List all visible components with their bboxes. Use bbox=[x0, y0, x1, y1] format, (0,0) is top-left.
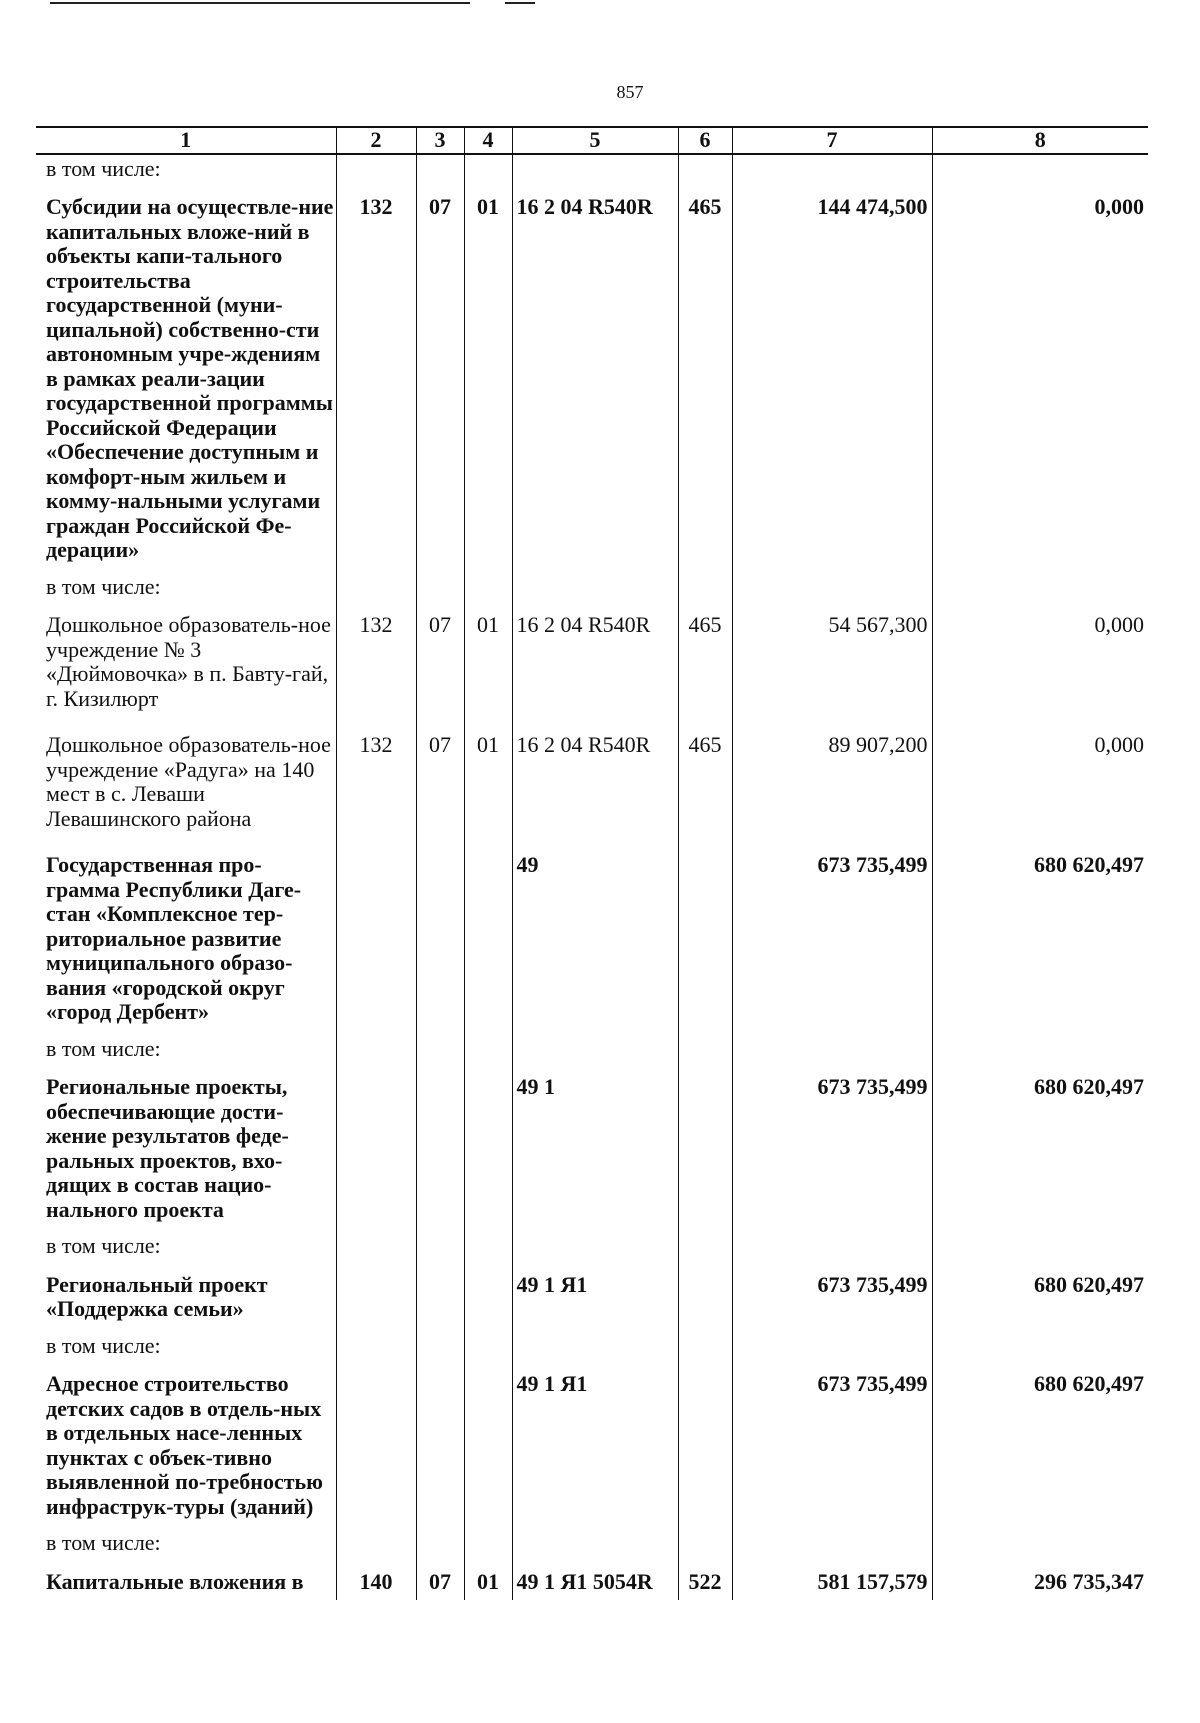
cell-amount-year-1: 673 735,499 bbox=[732, 1063, 932, 1232]
cell-target-article: 49 1 Я1 bbox=[512, 1261, 678, 1332]
table-header bbox=[36, 127, 1148, 154]
top-rule bbox=[50, 2, 470, 4]
subheading-row bbox=[36, 1332, 1148, 1361]
cell-amount-year-1 bbox=[732, 1035, 932, 1064]
row-name: Государственная про-грамма Республики Даге-стан «Комплексное тер-риториальное развитие муниципального образо-вания «городской округ «город Дербент» bbox=[36, 841, 336, 1035]
cell-amount-year-1: 673 735,499 bbox=[732, 1360, 932, 1529]
cell-expense-type: 465 bbox=[678, 721, 732, 841]
subheading-label: в том числе: bbox=[36, 154, 336, 184]
subheading-label: в том числе: bbox=[36, 573, 336, 602]
cell-amount-year-2 bbox=[932, 1035, 1148, 1064]
cell-target-article: 16 2 04 R540R bbox=[512, 183, 678, 573]
cell-subsection bbox=[464, 841, 512, 1035]
cell-subsection bbox=[464, 1261, 512, 1332]
cell-amount-year-2 bbox=[932, 154, 1148, 184]
cell-section bbox=[416, 573, 464, 602]
cell-subsection bbox=[464, 1332, 512, 1361]
subheading-row bbox=[36, 1529, 1148, 1558]
table-body bbox=[36, 154, 1148, 1601]
cell-amount-year-1 bbox=[732, 154, 932, 184]
cell-target-article: 49 bbox=[512, 841, 678, 1035]
header-col-8: 8 bbox=[932, 127, 1148, 154]
cell-section bbox=[416, 1332, 464, 1361]
cell-amount-year-2 bbox=[932, 1232, 1148, 1261]
cell-section bbox=[416, 1035, 464, 1064]
cell-target-article bbox=[512, 154, 678, 184]
row-name: Дошкольное образователь-ное учреждение «Радуга» на 140 мест в с. Леваши Левашинского района bbox=[36, 721, 336, 841]
cell-code-admin bbox=[336, 1360, 416, 1529]
subheading-row bbox=[36, 1035, 1148, 1064]
table-row bbox=[36, 601, 1148, 721]
subheading-row bbox=[36, 154, 1148, 184]
table-row bbox=[36, 841, 1148, 1035]
row-name: Региональные проекты, обеспечивающие дости-жение результатов феде-ральных проектов, вхо-дящих в состав нацио-нального проекта bbox=[36, 1063, 336, 1232]
top-rule-fragment bbox=[505, 2, 535, 4]
cell-section: 07 bbox=[416, 1558, 464, 1601]
cell-expense-type bbox=[678, 1035, 732, 1064]
cell-amount-year-2: 680 620,497 bbox=[932, 1063, 1148, 1232]
cell-section bbox=[416, 1529, 464, 1558]
cell-amount-year-1: 673 735,499 bbox=[732, 1261, 932, 1332]
budget-table bbox=[36, 126, 1148, 1600]
cell-amount-year-2 bbox=[932, 1529, 1148, 1558]
header-col-1: 1 bbox=[36, 127, 336, 154]
subheading-row bbox=[36, 1232, 1148, 1261]
cell-amount-year-1: 673 735,499 bbox=[732, 841, 932, 1035]
cell-expense-type: 465 bbox=[678, 183, 732, 573]
cell-amount-year-2: 0,000 bbox=[932, 721, 1148, 841]
cell-subsection: 01 bbox=[464, 601, 512, 721]
cell-amount-year-1 bbox=[732, 1529, 932, 1558]
cell-section: 07 bbox=[416, 183, 464, 573]
cell-subsection bbox=[464, 1035, 512, 1064]
subheading-label: в том числе: bbox=[36, 1332, 336, 1361]
table-row bbox=[36, 721, 1148, 841]
cell-amount-year-2: 680 620,497 bbox=[932, 1360, 1148, 1529]
header-col-4: 4 bbox=[464, 127, 512, 154]
cell-target-article bbox=[512, 1529, 678, 1558]
cell-section: 07 bbox=[416, 721, 464, 841]
cell-code-admin bbox=[336, 1261, 416, 1332]
cell-expense-type bbox=[678, 1063, 732, 1232]
cell-code-admin bbox=[336, 154, 416, 184]
cell-expense-type bbox=[678, 1261, 732, 1332]
cell-subsection: 01 bbox=[464, 721, 512, 841]
cell-subsection: 01 bbox=[464, 183, 512, 573]
cell-code-admin bbox=[336, 1063, 416, 1232]
row-name: Капитальные вложения в bbox=[36, 1558, 336, 1601]
cell-target-article: 49 1 Я1 bbox=[512, 1360, 678, 1529]
cell-section bbox=[416, 1063, 464, 1232]
cell-amount-year-1: 89 907,200 bbox=[732, 721, 932, 841]
cell-target-article: 49 1 bbox=[512, 1063, 678, 1232]
cell-section bbox=[416, 841, 464, 1035]
cell-subsection bbox=[464, 1063, 512, 1232]
cell-amount-year-1: 144 474,500 bbox=[732, 183, 932, 573]
cell-expense-type bbox=[678, 1360, 732, 1529]
cell-code-admin bbox=[336, 1035, 416, 1064]
cell-code-admin bbox=[336, 1529, 416, 1558]
header-col-6: 6 bbox=[678, 127, 732, 154]
cell-target-article bbox=[512, 1332, 678, 1361]
subheading-label: в том числе: bbox=[36, 1035, 336, 1064]
cell-section bbox=[416, 1232, 464, 1261]
cell-amount-year-1 bbox=[732, 1232, 932, 1261]
cell-section: 07 bbox=[416, 601, 464, 721]
cell-expense-type bbox=[678, 1529, 732, 1558]
cell-subsection bbox=[464, 1529, 512, 1558]
table-row bbox=[36, 1261, 1148, 1332]
cell-code-admin: 140 bbox=[336, 1558, 416, 1601]
row-name: Дошкольное образователь-ное учреждение № 3 «Дюймовочка» в п. Бавту-гай, г. Кизилюрт bbox=[36, 601, 336, 721]
cell-target-article bbox=[512, 1232, 678, 1261]
cell-target-article bbox=[512, 573, 678, 602]
cell-amount-year-2: 0,000 bbox=[932, 183, 1148, 573]
cell-amount-year-2 bbox=[932, 1332, 1148, 1361]
cell-expense-type bbox=[678, 1232, 732, 1261]
cell-amount-year-2: 0,000 bbox=[932, 601, 1148, 721]
cell-section bbox=[416, 1360, 464, 1529]
header-col-2: 2 bbox=[336, 127, 416, 154]
header-row bbox=[36, 127, 1148, 154]
cell-expense-type bbox=[678, 1332, 732, 1361]
cell-subsection: 01 bbox=[464, 1558, 512, 1601]
cell-code-admin: 132 bbox=[336, 183, 416, 573]
cell-expense-type bbox=[678, 154, 732, 184]
table-row bbox=[36, 1063, 1148, 1232]
cell-code-admin bbox=[336, 573, 416, 602]
header-col-3: 3 bbox=[416, 127, 464, 154]
cell-code-admin bbox=[336, 1232, 416, 1261]
cell-amount-year-2: 296 735,347 bbox=[932, 1558, 1148, 1601]
cell-subsection bbox=[464, 1360, 512, 1529]
cell-amount-year-2: 680 620,497 bbox=[932, 841, 1148, 1035]
cell-code-admin: 132 bbox=[336, 601, 416, 721]
cell-amount-year-1 bbox=[732, 573, 932, 602]
cell-target-article: 16 2 04 R540R bbox=[512, 721, 678, 841]
cell-expense-type bbox=[678, 573, 732, 602]
cell-expense-type bbox=[678, 841, 732, 1035]
subheading-label: в том числе: bbox=[36, 1529, 336, 1558]
cell-target-article: 16 2 04 R540R bbox=[512, 601, 678, 721]
cell-amount-year-1 bbox=[732, 1332, 932, 1361]
cell-amount-year-1: 54 567,300 bbox=[732, 601, 932, 721]
header-col-5: 5 bbox=[512, 127, 678, 154]
cell-expense-type: 522 bbox=[678, 1558, 732, 1601]
table-row bbox=[36, 1360, 1148, 1529]
row-name: Региональный проект «Поддержка семьи» bbox=[36, 1261, 336, 1332]
header-col-7: 7 bbox=[732, 127, 932, 154]
subheading-label: в том числе: bbox=[36, 1232, 336, 1261]
subheading-row bbox=[36, 573, 1148, 602]
cell-code-admin bbox=[336, 841, 416, 1035]
cell-target-article bbox=[512, 1035, 678, 1064]
cell-code-admin: 132 bbox=[336, 721, 416, 841]
cell-code-admin bbox=[336, 1332, 416, 1361]
table-row bbox=[36, 1558, 1148, 1601]
page-number: 857 bbox=[616, 82, 644, 102]
cell-target-article: 49 1 Я1 5054R bbox=[512, 1558, 678, 1601]
cell-subsection bbox=[464, 573, 512, 602]
row-name: Адресное строительство детских садов в отдель-ных в отдельных насе-ленных пунктах с объек-тивно выявленной по-требностью инфраструк-туры (зданий) bbox=[36, 1360, 336, 1529]
cell-subsection bbox=[464, 154, 512, 184]
cell-expense-type: 465 bbox=[678, 601, 732, 721]
cell-section bbox=[416, 154, 464, 184]
cell-amount-year-2 bbox=[932, 573, 1148, 602]
table-row bbox=[36, 183, 1148, 573]
row-name: Субсидии на осуществле-ние капитальных вложе-ний в объекты капи-тального строительства государственной (муни-ципальной) собственно-сти автономным учре-ждениям в рамках реали-зации государственной программы Российской Федерации «Обеспечение доступным и комфорт-ным жильем и комму-нальными услугами граждан Российской Фе-дерации» bbox=[36, 183, 336, 573]
cell-subsection bbox=[464, 1232, 512, 1261]
cell-amount-year-2: 680 620,497 bbox=[932, 1261, 1148, 1332]
cell-amount-year-1: 581 157,579 bbox=[732, 1558, 932, 1601]
cell-section bbox=[416, 1261, 464, 1332]
